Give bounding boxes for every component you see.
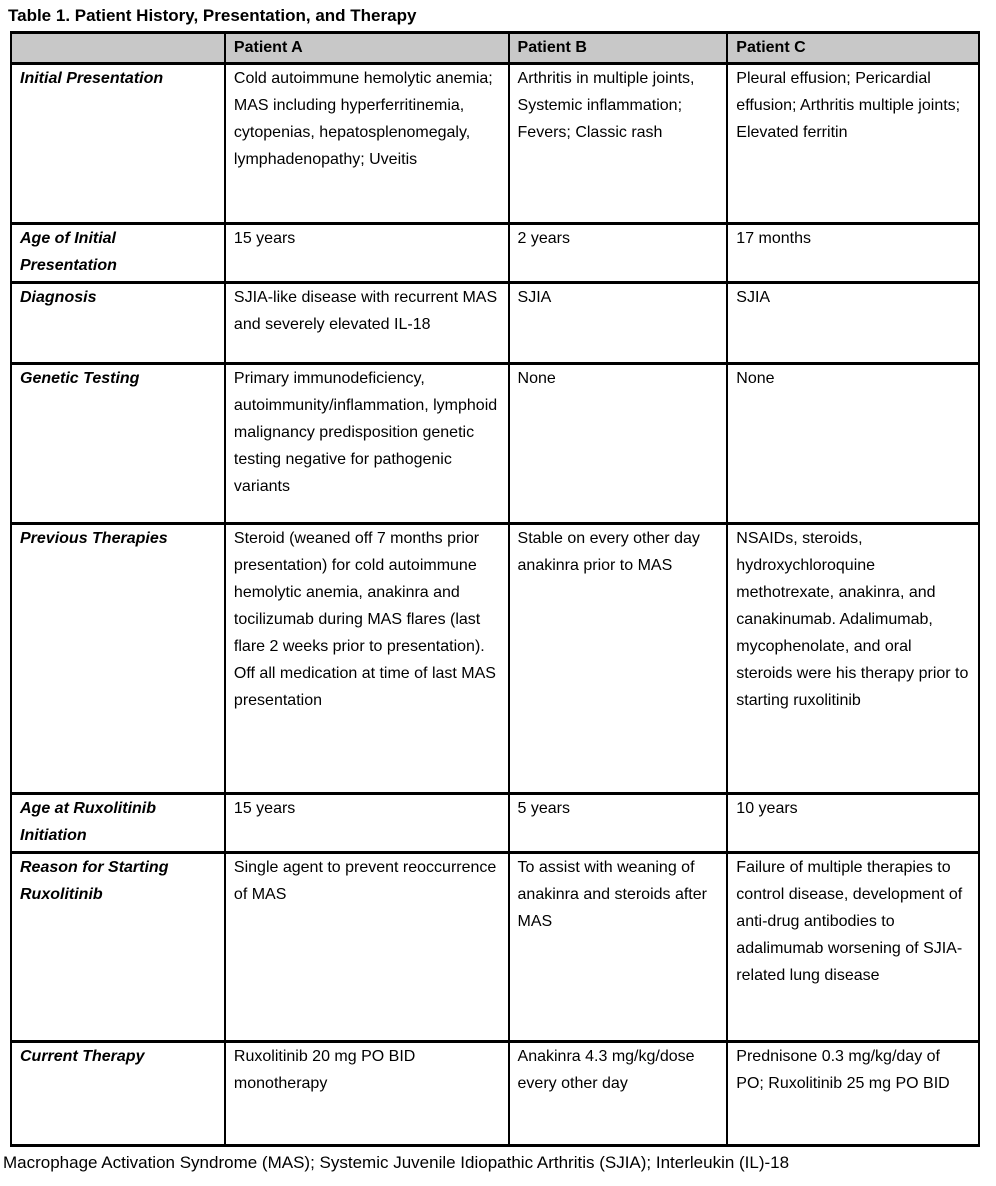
table-row-age-of-initial-presentation [11, 224, 979, 283]
cell-patient-c: Pleural effusion; Pericardial effusion; Arthritis multiple joints; Elevated ferritin [727, 64, 979, 224]
cell-patient-c: NSAIDs, steroids, hydroxychloroquine methotrexate, anakinra, and canakinumab. Adalimumab, mycophenolate, and oral steroids were his therapy prior to starting ruxolitinib [727, 524, 979, 794]
table-row-current-therapy [11, 1042, 979, 1146]
header-patient-b: Patient B [509, 33, 728, 64]
row-label: Genetic Testing [11, 364, 225, 524]
cell-patient-a: Cold autoimmune hemolytic anemia; MAS including hyperferritinemia, cytopenias, hepatosplenomegaly, lymphadenopathy; Uveitis [225, 64, 509, 224]
cell-patient-a: Ruxolitinib 20 mg PO BID monotherapy [225, 1042, 509, 1146]
row-label: Reason for Starting Ruxolitinib [11, 853, 225, 1042]
table-row-previous-therapies [11, 524, 979, 794]
cell-patient-c: 10 years [727, 794, 979, 853]
row-label: Current Therapy [11, 1042, 225, 1146]
table-title: Table 1. Patient History, Presentation, and Therapy [8, 6, 417, 25]
cell-patient-b: SJIA [509, 283, 728, 364]
cell-patient-a: 15 years [225, 794, 509, 853]
cell-patient-c: Prednisone 0.3 mg/kg/day of PO; Ruxolitinib 25 mg PO BID [727, 1042, 979, 1146]
cell-patient-b: To assist with weaning of anakinra and steroids after MAS [509, 853, 728, 1042]
table-footnote: Macrophage Activation Syndrome (MAS); Systemic Juvenile Idiopathic Arthritis (SJIA); Interleukin (IL)-18 [3, 1153, 790, 1172]
patient-history-table [10, 31, 980, 1147]
row-label: Age at Ruxolitinib Initiation [11, 794, 225, 853]
header-empty-cell [11, 33, 225, 64]
cell-patient-a: Steroid (weaned off 7 months prior presentation) for cold autoimmune hemolytic anemia, anakinra and tocilizumab during MAS flares (last flare 2 weeks prior to presentation). Off all medication at time of last MAS presentation [225, 524, 509, 794]
cell-patient-b: 5 years [509, 794, 728, 853]
table-row-initial-presentation [11, 64, 979, 224]
cell-patient-b: Arthritis in multiple joints, Systemic inflammation; Fevers; Classic rash [509, 64, 728, 224]
row-label: Age of Initial Presentation [11, 224, 225, 283]
table-row-age-at-ruxolitinib-initiation [11, 794, 979, 853]
cell-patient-c: None [727, 364, 979, 524]
row-label: Previous Therapies [11, 524, 225, 794]
cell-patient-a: 15 years [225, 224, 509, 283]
cell-patient-c: Failure of multiple therapies to control disease, development of anti-drug antibodies to adalimumab worsening of SJIA-related lung disease [727, 853, 979, 1042]
header-patient-c: Patient C [727, 33, 979, 64]
cell-patient-c: 17 months [727, 224, 979, 283]
cell-patient-c: SJIA [727, 283, 979, 364]
table-row-diagnosis [11, 283, 979, 364]
table-row-reason-for-starting-ruxolitinib [11, 853, 979, 1042]
header-row [11, 33, 979, 64]
cell-patient-a: Single agent to prevent reoccurrence of MAS [225, 853, 509, 1042]
row-label: Diagnosis [11, 283, 225, 364]
cell-patient-a: SJIA-like disease with recurrent MAS and severely elevated IL-18 [225, 283, 509, 364]
header-patient-a: Patient A [225, 33, 509, 64]
cell-patient-b: Stable on every other day anakinra prior to MAS [509, 524, 728, 794]
row-label: Initial Presentation [11, 64, 225, 224]
cell-patient-b: Anakinra 4.3 mg/kg/dose every other day [509, 1042, 728, 1146]
cell-patient-b: None [509, 364, 728, 524]
cell-patient-b: 2 years [509, 224, 728, 283]
table-row-genetic-testing [11, 364, 979, 524]
cell-patient-a: Primary immunodeficiency, autoimmunity/inflammation, lymphoid malignancy predisposition genetic testing negative for pathogenic variants [225, 364, 509, 524]
